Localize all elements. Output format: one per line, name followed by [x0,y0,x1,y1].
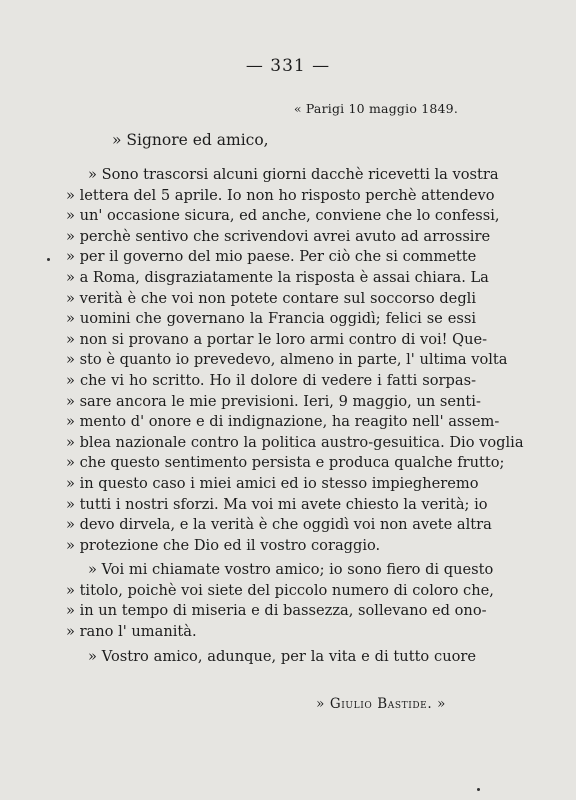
text-line: » sare ancora le mie previsioni. Ieri, 9 maggio, un senti- [66,392,481,410]
text-line: » tutti i nostri sforzi. Ma voi mi avete chiesto la verità; io [66,495,488,513]
ink-speck [47,258,50,261]
text-line: » titolo, poichè voi siete del piccolo numero di coloro che, [66,581,494,599]
page-number: — 331 — [245,56,331,76]
text-line: » perchè sentivo che scrivendovi avrei avuto ad arrossire [66,227,491,245]
paragraph-2 [66,560,494,642]
text-line: » che vi ho scritto. Ho il dolore di vedere i fatti sorpas- [66,371,476,389]
text-line: » sto è quanto io prevedevo, almeno in parte, l' ultima volta [66,351,508,369]
text-line: » un' occasione sicura, ed anche, conviene che lo confessi, [66,207,500,225]
letter-body [66,165,524,667]
text-line: » Sono trascorsi alcuni giorni dacchè ricevetti la vostra [88,166,499,183]
text-line: » Voi mi chiamate vostro amico; io sono fiero di questo [88,561,494,579]
text-line: » per il governo del mio paese. Per ciò che si commette [66,248,477,266]
text-line: » verità è che voi non potete contare sul soccorso degli [66,289,476,307]
letter-dateline: « Parigi 10 maggio 1849. [293,101,458,116]
text-line: » uomini che governano la Francia oggidì; felici se essi [66,310,476,328]
text-line: » mento d' onore e di indignazione, ha reagito nell' assem- [66,413,500,431]
text-line: » rano l' umanità. [66,623,197,641]
text-line: » non si provano a portar le loro armi contro di voi! Que- [66,330,488,348]
text-line: » devo dirvela, e la verità è che oggidì voi non avete altra [66,516,492,534]
text-line: » in un tempo di miseria e di bassezza, sollevano ed ono- [66,602,487,620]
text-line: » a Roma, disgraziatamente la risposta è assai chiara. La [66,268,489,286]
text-line: » protezione che Dio ed il vostro coraggio. [66,536,381,554]
text-line: » che questo sentimento persista e produca qualche frutto; [66,454,505,472]
text-line: » blea nazionale contro la politica austro-gesuitica. Dio voglia [66,433,524,451]
letter-salutation: » Signore ed amico, [112,131,269,149]
paragraph-1 [66,165,524,556]
text-line: » in questo caso i miei amici ed io stesso impiegheremo [66,474,479,492]
paragraph-3 [66,647,476,668]
letter-signature [316,696,446,712]
signature-text: » Giulio Bastide. » [316,696,446,712]
text-line: » Vostro amico, adunque, per la vita e di tutto cuore [88,647,476,665]
ink-speck [477,788,480,791]
text-line: » lettera del 5 aprile. Io non ho risposto perchè attendevo [66,186,495,204]
